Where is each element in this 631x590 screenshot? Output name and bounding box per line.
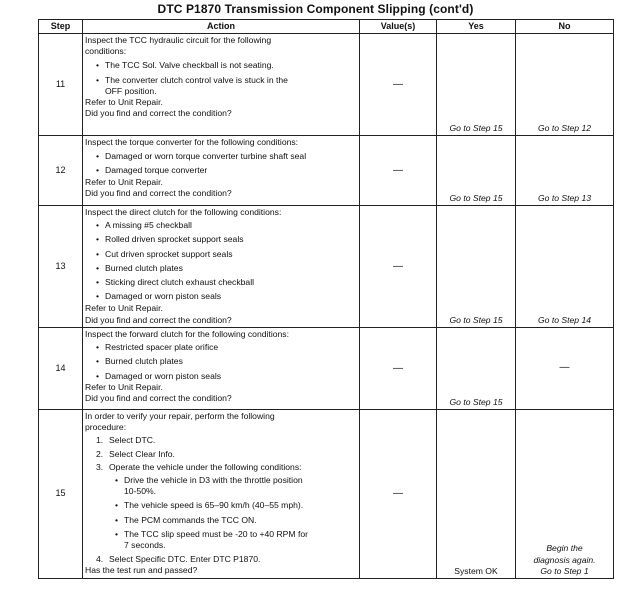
sub-bullet-item: • Drive the vehicle in D3 with the throttle position 10-50%. [85,475,357,497]
no-cell: Go to Step 13 [516,136,614,206]
bullet-item: • Restricted spacer plate orifice [85,342,357,353]
action-intro: Inspect the TCC hydraulic circuit for the following [85,35,272,45]
header-row [39,20,614,34]
bullet-item: • The TCC Sol. Valve checkball is not seating. [85,60,357,71]
bullet-item: • Rolled driven sprocket support seals [85,234,357,245]
no-cell: — [516,328,614,410]
no-cell-line: Begin the [546,543,583,554]
action-intro: Inspect the torque converter for the following conditions: [85,137,299,147]
value-cell: — [360,136,437,206]
action-intro: conditions: [85,46,127,57]
bullet-item: • Damaged or worn torque converter turbine shaft seal [85,151,357,162]
yes-cell: Go to Step 15 [437,328,516,410]
question-text: Did you find and correct the condition? [85,108,232,119]
bullet-item: • Burned clutch plates [85,263,357,274]
sub-bullet-item: • The PCM commands the TCC ON. [85,515,357,526]
header-values: Value(s) [360,20,437,34]
refer-text: Refer to Unit Repair. [85,381,163,392]
no-cell-line: diagnosis again. [533,554,596,565]
header-action: Action [83,20,360,34]
question-text: Did you find and correct the condition? [85,314,232,325]
yes-cell: Go to Step 15 [437,34,516,136]
action-cell [83,136,360,206]
step-number: 13 [39,206,83,328]
no-cell: Go to Step 12 [516,34,614,136]
refer-text: Refer to Unit Repair. [85,97,163,108]
numbered-item: 2. Select Clear Info. [96,448,175,459]
bullet-item: • The converter clutch control valve is stuck in the OFF position. [85,75,357,97]
numbered-item: 4. Select Specific DTC. Enter DTC P1870. [96,554,261,565]
diagnostic-table [38,19,614,579]
bullet-item: • Sticking direct clutch exhaust checkball [85,277,357,288]
step-number: 11 [39,34,83,136]
header-yes: Yes [437,20,516,34]
action-intro: procedure: [85,422,127,433]
step-number: 14 [39,328,83,410]
bullet-item: • Damaged or worn piston seals [85,371,357,382]
table-row [39,328,614,410]
refer-text: Refer to Unit Repair. [85,176,163,187]
action-cell [83,206,360,328]
action-intro: In order to verify your repair, perform the following [85,411,275,421]
action-intro: Inspect the forward clutch for the following conditions: [85,329,289,339]
table-row [39,34,614,136]
yes-cell: System OK [437,410,516,579]
step-number: 15 [39,410,83,579]
bullet-item: • Cut driven sprocket support seals [85,249,357,260]
bullet-item: • Burned clutch plates [85,356,357,367]
action-cell [83,328,360,410]
table-row [39,206,614,328]
no-cell: Go to Step 14 [516,206,614,328]
no-cell [516,410,614,579]
question-text: Has the test run and passed? [85,565,198,576]
value-cell: — [360,34,437,136]
yes-cell: Go to Step 15 [437,136,516,206]
step-number: 12 [39,136,83,206]
question-text: Did you find and correct the condition? [85,393,232,404]
header-step: Step [39,20,83,34]
question-text: Did you find and correct the condition? [85,187,232,198]
table-row [39,136,614,206]
numbered-item: 3. Operate the vehicle under the following conditions: [96,461,302,472]
bullet-item: • Damaged or worn piston seals [85,291,357,302]
numbered-item: 1. Select DTC. [96,435,156,446]
value-cell: — [360,206,437,328]
sub-bullet-item: • The vehicle speed is 65–90 km/h (40–55 mph). [85,500,357,511]
no-cell-line: Go to Step 1 [540,565,589,576]
bullet-item: • A missing #5 checkball [85,220,357,231]
table-row [39,410,614,579]
page-title: DTC P1870 Transmission Component Slipping (cont'd) [157,2,474,16]
value-cell: — [360,328,437,410]
refer-text: Refer to Unit Repair. [85,303,163,314]
action-cell [83,410,360,579]
value-cell: — [360,410,437,579]
bullet-item: • Damaged torque converter [85,165,357,176]
header-no: No [516,20,614,34]
sub-bullet-item: • The TCC slip speed must be -20 to +40 RPM for 7 seconds. [85,529,357,551]
action-cell [83,34,360,136]
action-intro: Inspect the direct clutch for the following conditions: [85,207,282,217]
yes-cell: Go to Step 15 [437,206,516,328]
